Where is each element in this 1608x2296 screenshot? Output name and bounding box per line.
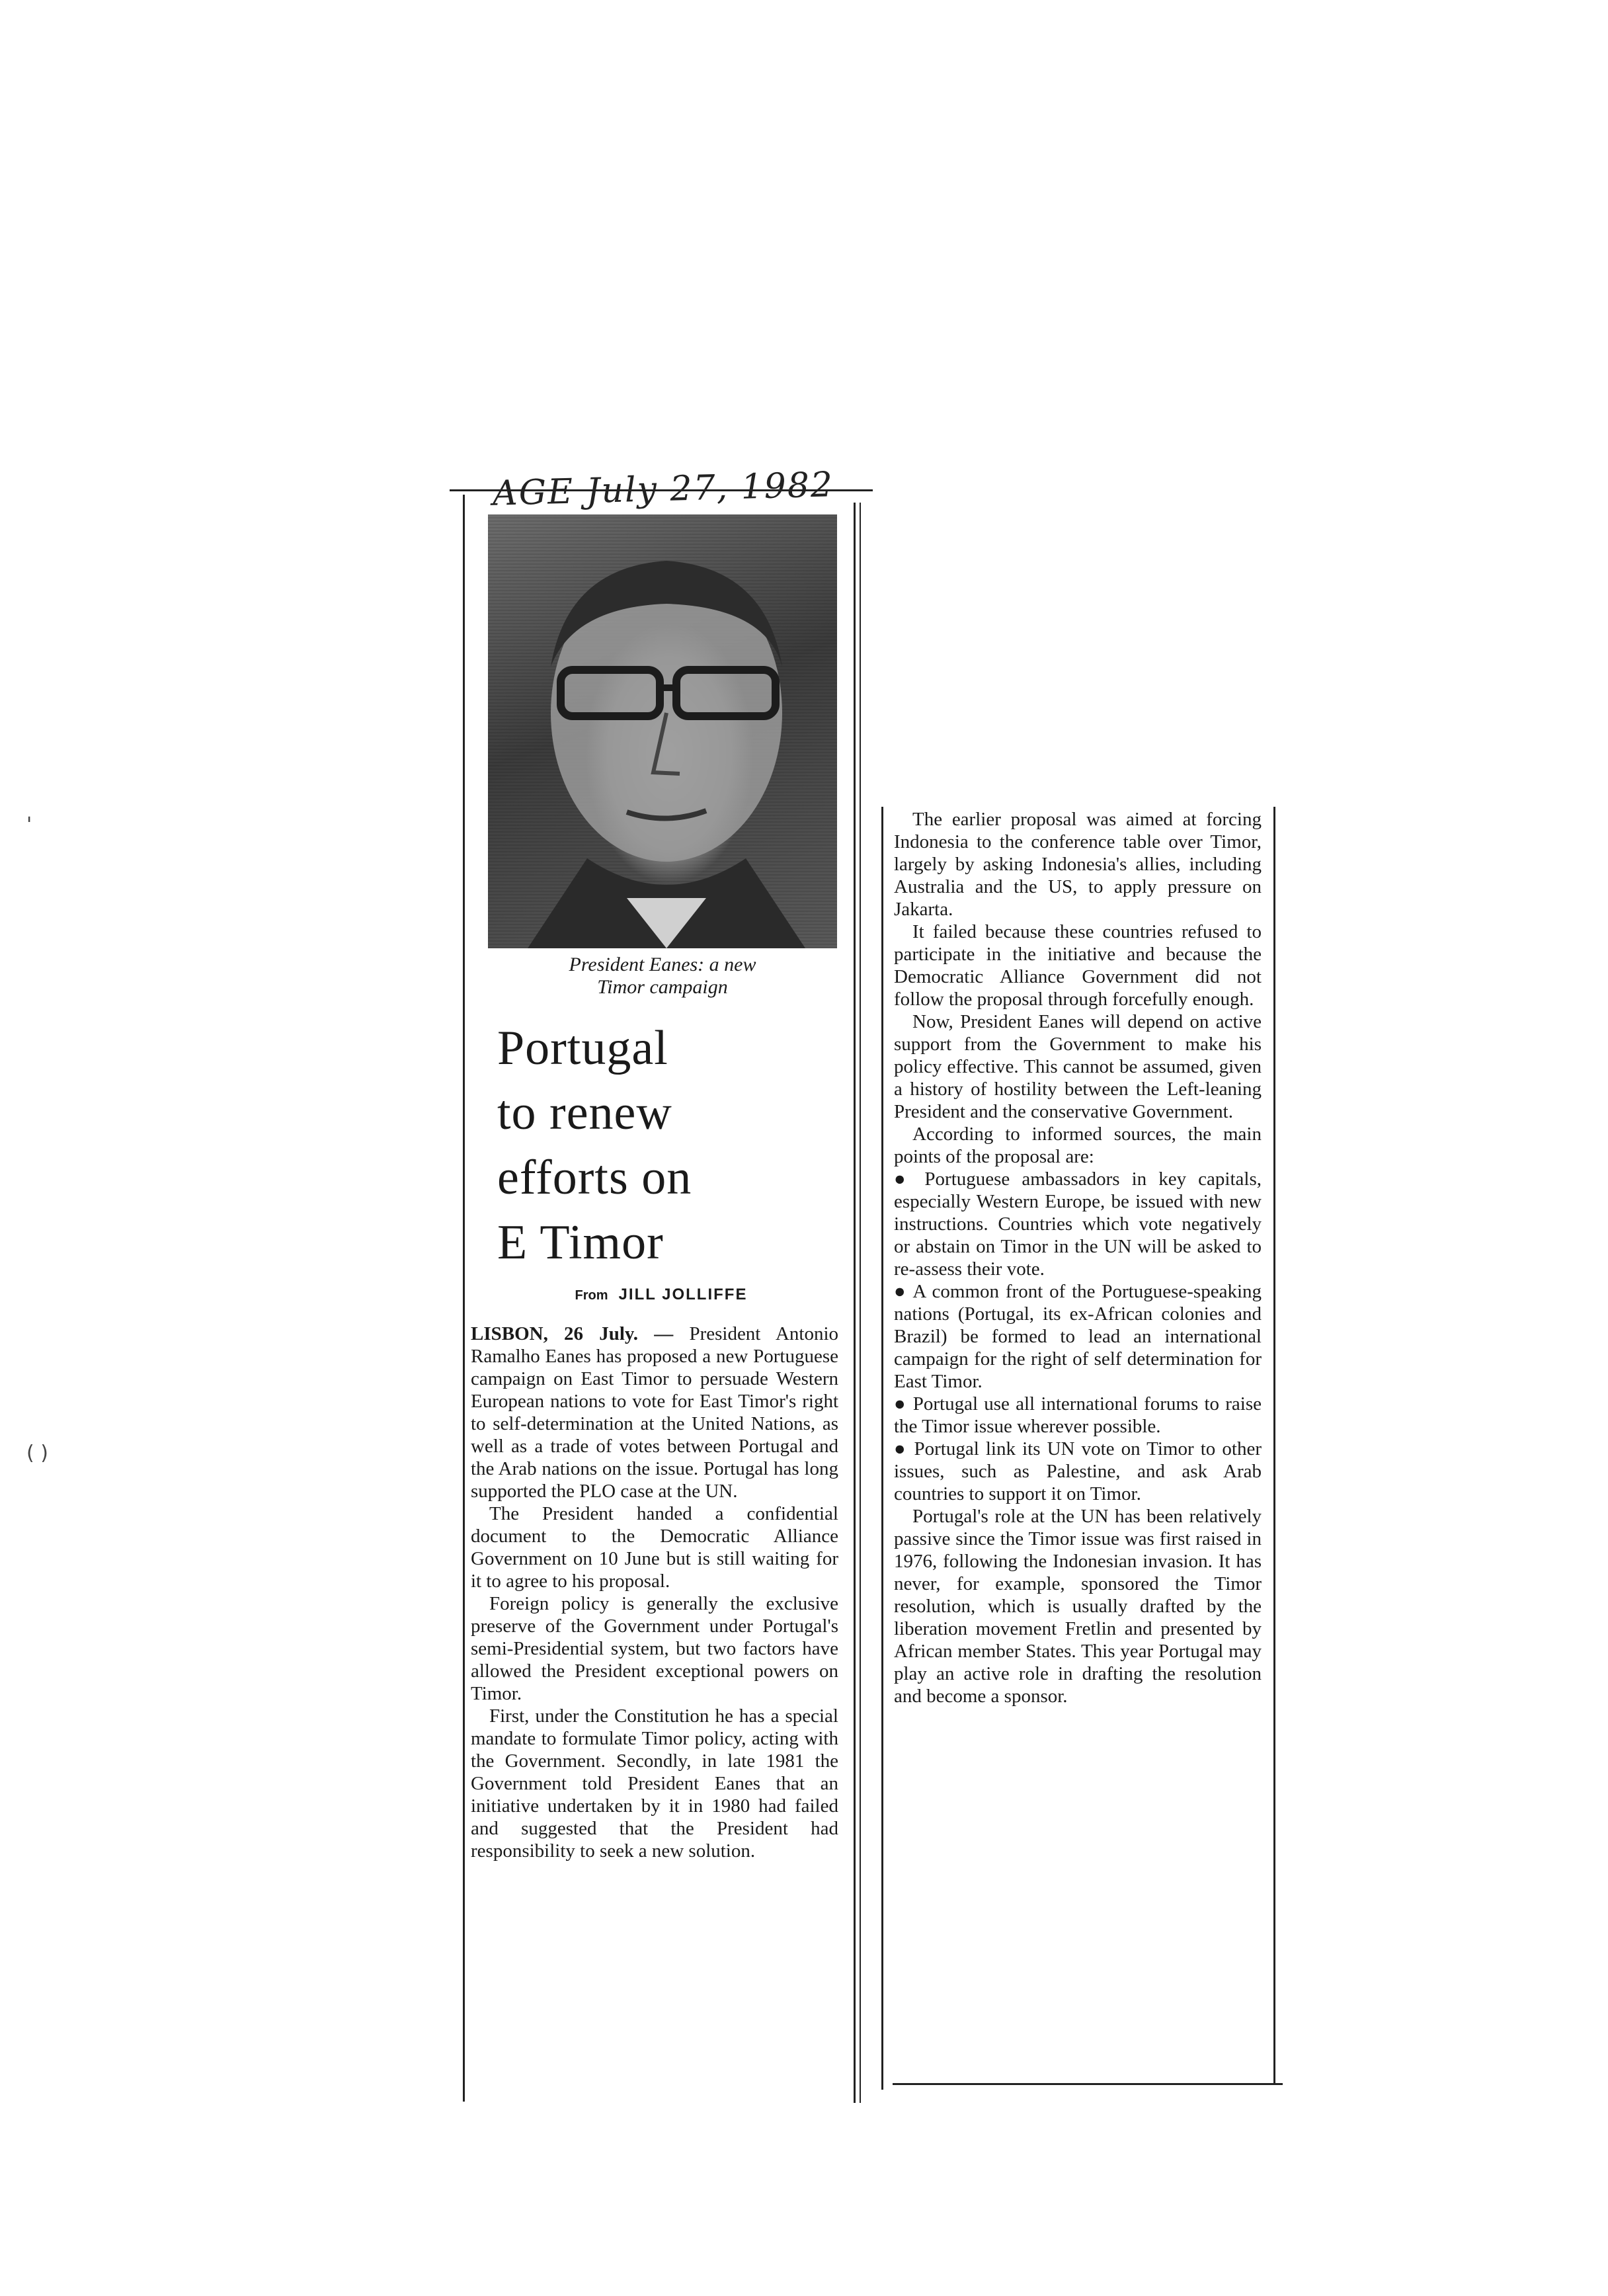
article-paragraph-7: Now, President Eanes will depend on active support from the Government to make his policy effective. This cannot be assumed, given a history of hostility between the Left-leaning President and the conservative Government.: [894, 1011, 1262, 1122]
article-column-right: [894, 808, 1262, 1707]
column-divider-right: [881, 807, 883, 2090]
column-divider-left-2: [860, 503, 861, 2103]
article-paragraph-9: Portugal's role at the UN has been relatively passive since the Timor issue was first raised in 1976, following the Indonesian invasion. It has never, for example, sponsored the Timor resolution, which is usually drafted by the liberation movement Fretlin and presented by African member States. This year Portugal may play an active role in drafting the resolution and become a sponsor.: [894, 1506, 1262, 1707]
portrait-photo: [488, 514, 837, 948]
headline-line-1: Portugal: [497, 1021, 668, 1075]
proposal-point-2: ● A common front of the Portuguese-speaking nations (Portugal, its ex-African colonies and Brazil) be formed to lead an international campaign for the right of self determination for East Timor.: [894, 1281, 1262, 1392]
margin-mark-bottom: ( ): [26, 1442, 48, 1465]
byline-prefix: From: [575, 1288, 608, 1303]
article-column-left: [471, 1323, 838, 1862]
right-column-border: [1273, 807, 1275, 2083]
byline: [476, 1286, 846, 1304]
bullet-icon: ●: [894, 1438, 908, 1459]
handwritten-note: AGE July 27, 1982: [492, 465, 834, 514]
byline-author: JILL JOLLIFFE: [618, 1286, 748, 1303]
column-divider-left: [854, 503, 856, 2103]
article-paragraph-3: Foreign policy is generally the exclusive preserve of the Government under Portugal's semi-Presidential system, but two factors have allowed the President exceptional powers on Timor.: [471, 1593, 838, 1704]
headline-line-4: E Timor: [497, 1215, 664, 1270]
photo-caption-line-1: President Eanes: a new: [569, 954, 756, 975]
article-paragraph-8: According to informed sources, the main points of the proposal are:: [894, 1124, 1262, 1167]
headline-line-2: to renew: [497, 1086, 672, 1140]
article-paragraph-2: The President handed a confidential document to the Democratic Alliance Government on 10 June but is still waiting for it to agree to his proposal.: [471, 1503, 838, 1592]
left-column-border: [463, 495, 465, 2102]
article-paragraph-6: It failed because these countries refused to participate in the initiative and because the Democratic Alliance Government did not follow the proposal through forcefully enough.: [894, 921, 1262, 1010]
proposal-point-3: ● Portugal use all international forums to raise the Timor issue wherever possible.: [894, 1393, 1262, 1437]
bullet-icon: ●: [894, 1393, 907, 1414]
bottom-rule: [893, 2083, 1283, 2085]
headline: [497, 1016, 841, 1275]
bullet-icon: ●: [894, 1168, 913, 1190]
article-paragraph-4: First, under the Constitution he has a special mandate to formulate Timor policy, acting with the Government. Secondly, in late 1981 the Government told President Eanes that an initiative undertaken by it in 1980 had failed and suggested that the President had responsibility to seek a new solution.: [471, 1705, 838, 1862]
margin-mark-top: ': [26, 813, 32, 837]
photo-caption-line-2: Timor campaign: [597, 976, 728, 998]
portrait-illustration: [488, 514, 837, 948]
article-paragraph-5: The earlier proposal was aimed at forcing Indonesia to the conference table over Timor, largely by asking Indonesia's allies, including Australia and the US, to apply pressure on Jakarta.: [894, 809, 1262, 920]
proposal-point-1: ● Portuguese ambassadors in key capitals, especially Western Europe, be issued with new instructions. Countries which vote negatively or abstain on Timor in the UN will be asked to re-assess their vote.: [894, 1168, 1262, 1280]
bullet-icon: ●: [894, 1281, 908, 1302]
photo-caption: [488, 954, 837, 999]
article-paragraph-1: LISBON, 26 July. — President Antonio Ramalho Eanes has proposed a new Portuguese campaign on East Timor to persuade Western European nations to vote for East Timor's right to self-determination at the United Nations, as well as a trade of votes between Portugal and the Arab nations on the issue. Portugal has long supported the PLO case at the UN.: [471, 1323, 839, 1502]
dateline: LISBON, 26 July. —: [471, 1323, 674, 1344]
headline-line-3: efforts on: [497, 1151, 692, 1205]
proposal-point-4: ● Portugal link its UN vote on Timor to other issues, such as Palestine, and ask Arab countries to support it on Timor.: [894, 1438, 1262, 1504]
